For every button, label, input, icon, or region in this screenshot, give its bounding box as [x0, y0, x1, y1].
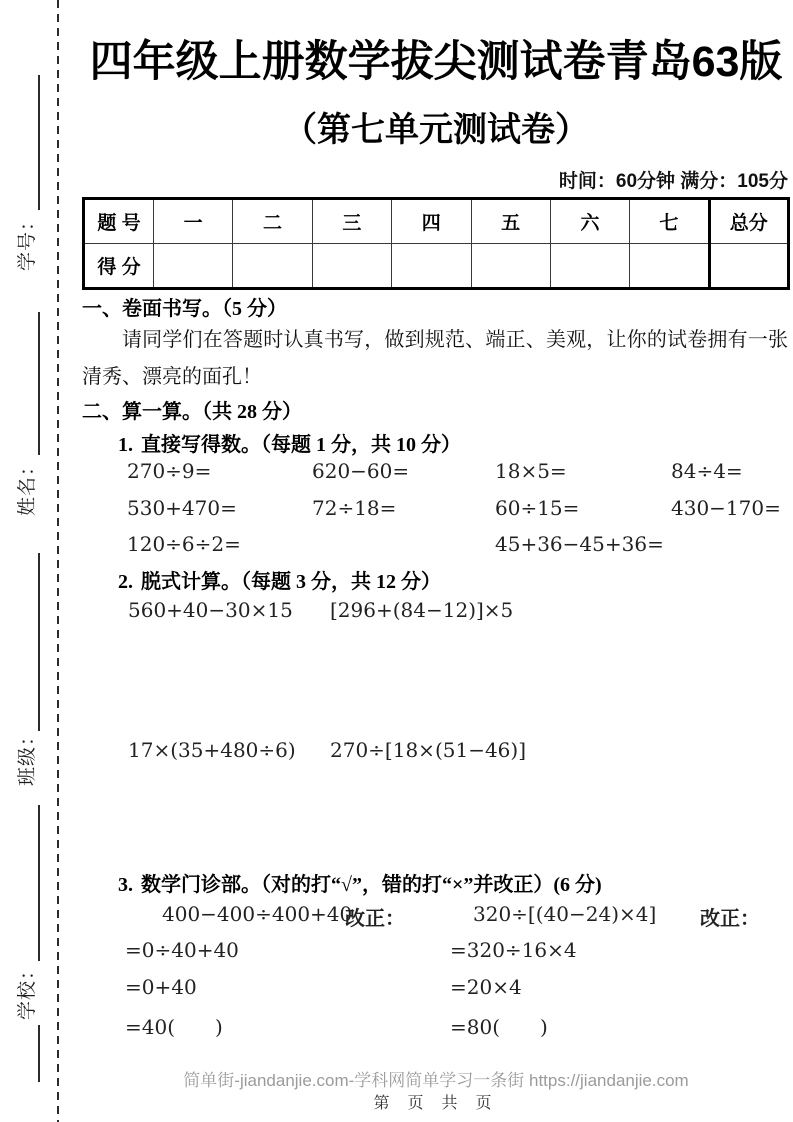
correction-label: 改正：	[700, 908, 760, 930]
math-expression: 320÷[(40−24)×4]	[473, 902, 657, 926]
work-step-with-judgment-blank: =80( )	[450, 1015, 548, 1039]
work-step: =0+40	[125, 975, 197, 999]
time-score-meta: 时间：60分钟 满分：105分	[558, 171, 788, 192]
student-info-blank-line	[38, 553, 40, 731]
score-cell-empty	[392, 244, 471, 289]
score-table-total-col: 总分	[709, 199, 788, 244]
footer-page-number-line: 第 页 共 页	[373, 1095, 499, 1112]
math-expression: 560+40−30×15	[128, 598, 293, 622]
math-expression: 430−170=	[671, 496, 781, 520]
math-expression: 72÷18=	[312, 496, 397, 520]
student-class-label: 班级：	[17, 725, 38, 786]
question-1-heading: 1. 直接写得数。（每题 1 分，共 10 分）	[118, 434, 461, 456]
q3-step-row-1	[82, 938, 790, 964]
q1-row-2	[82, 496, 790, 522]
math-expression: 530+470=	[127, 496, 237, 520]
question-2-number: 2.	[118, 571, 133, 593]
work-step: =320÷16×4	[450, 938, 577, 962]
math-expression: 60÷15=	[495, 496, 580, 520]
q3-step-row-2	[82, 975, 790, 1001]
question-2-heading: 2. 脱式计算。（每题 3 分，共 12 分）	[118, 571, 441, 593]
score-cell-empty	[550, 244, 629, 289]
score-table-col-7: 七	[630, 199, 709, 244]
q1-row-3	[82, 532, 790, 558]
math-expression: 270÷9=	[127, 459, 212, 483]
student-info-blank-line	[38, 1025, 40, 1082]
q2-row-1	[82, 598, 790, 624]
student-id-label: 学号：	[17, 210, 38, 271]
score-cell-empty	[471, 244, 550, 289]
q2-row-2	[82, 738, 790, 764]
score-table-header-row	[84, 199, 789, 244]
question-3-heading: 3. 数学门诊部。（对的打“√”，错的打“×”并改正）(6 分)	[118, 874, 602, 896]
score-table-score-row	[84, 244, 789, 289]
score-cell-empty	[154, 244, 233, 289]
score-table-col-1: 一	[154, 199, 233, 244]
question-1-number: 1.	[118, 434, 133, 456]
page-subtitle: （第七单元测试卷）	[283, 111, 589, 149]
score-table	[82, 197, 790, 290]
question-number-label: 题 号	[84, 199, 154, 244]
math-expression: 18×5=	[495, 459, 567, 483]
q3-step-row-3	[82, 1011, 790, 1037]
score-table-col-3: 三	[312, 199, 391, 244]
math-expression: [296+(84−12)]×5	[330, 598, 514, 622]
content-area	[82, 0, 790, 1122]
math-expression: 620−60=	[312, 459, 410, 483]
score-cell-empty	[709, 244, 788, 289]
score-cell-empty	[312, 244, 391, 289]
score-table-col-5: 五	[471, 199, 550, 244]
student-name-label: 姓名：	[17, 455, 38, 516]
work-step: =20×4	[450, 975, 522, 999]
q3-expression-row	[82, 902, 790, 928]
math-expression: 17×(35+480÷6)	[128, 738, 296, 762]
correction-label: 改正：	[345, 908, 405, 930]
math-expression: 45+36−45+36=	[495, 532, 664, 556]
student-info-blank-line	[38, 312, 40, 455]
binding-seal-dashed-line	[57, 0, 59, 1122]
score-cell-empty	[233, 244, 312, 289]
work-step: =0÷40+40	[125, 938, 239, 962]
student-info-blank-line	[38, 805, 40, 961]
score-cell-empty	[630, 244, 709, 289]
student-info-blank-line	[38, 75, 40, 210]
work-step-with-judgment-blank: =40( )	[125, 1015, 223, 1039]
score-table-col-6: 六	[550, 199, 629, 244]
student-school-label: 学校：	[17, 959, 38, 1020]
math-expression: 84÷4=	[671, 459, 743, 483]
section-1-heading: 一、卷面书写。（5 分）	[82, 298, 287, 320]
score-table-col-4: 四	[392, 199, 471, 244]
question-3-number: 3.	[118, 874, 133, 896]
q1-row-1	[82, 459, 790, 485]
math-expression: 270÷[18×(51−46)]	[330, 738, 527, 762]
handwriting-instruction-paragraph: 请同学们在答题时认真书写，做到规范、端正、美观，让你的试卷拥有一张清秀、漂亮的面孔！	[82, 329, 788, 388]
score-table-col-2: 二	[233, 199, 312, 244]
math-expression: 120÷6÷2=	[127, 532, 241, 556]
page-title: 四年级上册数学拔尖测试卷青岛63版	[89, 38, 783, 86]
footer-watermark-line: 简单街-jiandanjie.com-学科网简单学习一条街 https://jiandanjie.com	[183, 1071, 689, 1090]
section-2-heading: 二、算一算。（共 28 分）	[82, 401, 302, 423]
score-label: 得 分	[84, 244, 154, 289]
math-expression: 400−400÷400+40	[162, 902, 353, 926]
